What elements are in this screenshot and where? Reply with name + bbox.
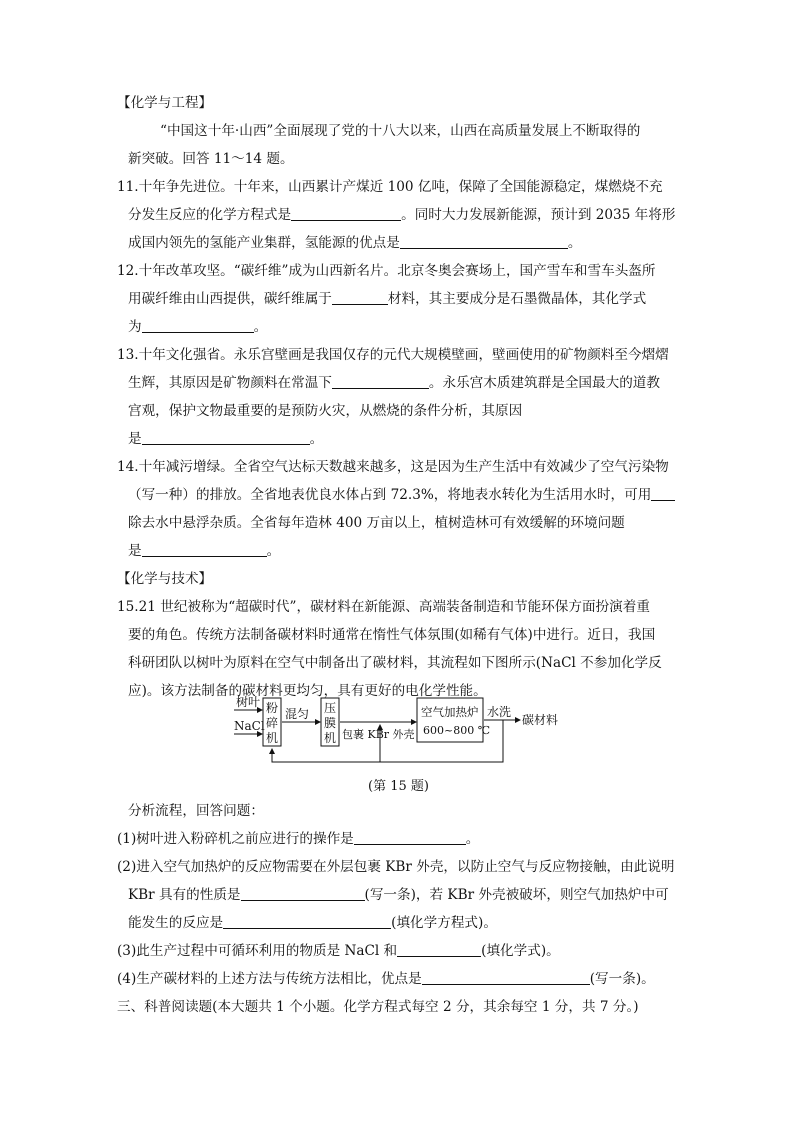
press-char-2: 膜 [324, 716, 337, 730]
q15-part-2-line-1: (2)进入空气加热炉的反应物需要在外层包裹 KBr 外壳，以防止空气与反应物接触，由此说明 [117, 859, 675, 875]
q13-line-2: 生辉，其原因是矿物颜料在常温下 。永乐宫木质建筑群是全国最大的道教 [128, 375, 660, 391]
q15-line-1: 15.21 世纪被称为“超碳时代”，碳材料在新能源、高端装备制造和节能环保方面扮演着重 [117, 599, 650, 615]
q14-line-1: 14.十年减污增绿。全省空气达标天数越来越多，这是因为生产生活中有效减少了空气污染物 [117, 459, 669, 475]
q11-line-1: 11.十年争先进位。十年来，山西累计产煤近 100 亿吨，保障了全国能源稳定，煤燃烧不充 [117, 179, 663, 195]
q13-line-4: 是 。 [128, 431, 324, 447]
section-heading-reading: 三、科普阅读题(本大题共 1 个小题。化学方程式每空 2 分，其余每空 1 分，共 7 分。) [117, 999, 639, 1015]
q15-part-4: (4)生产碳材料的上述方法与传统方法相比，优点是 (写一条)。 [117, 971, 655, 987]
intro-line-1: “中国这十年·山西”全面展现了党的十八大以来，山西在高质量发展上不断取得的 [160, 123, 641, 139]
q15-part-1: (1)树叶进入粉碎机之前应进行的操作是 。 [117, 831, 480, 847]
answer-blank [142, 430, 310, 445]
q15-line-4: 应)。该方法制备的碳材料更均匀，具有更好的电化学性能。 [128, 683, 487, 699]
answer-blank [651, 486, 675, 501]
mix-label: 混匀 [285, 707, 310, 721]
press-char-1: 压 [324, 701, 337, 715]
q13-line-3: 宫观，保护文物最重要的是预防火灾，从燃烧的条件分析，其原因 [128, 403, 523, 419]
answer-blank [291, 206, 401, 221]
q11-line-3: 成国内领先的氢能产业集群，氢能源的优点是 。 [128, 235, 582, 251]
section-heading-engineering: 【化学与工程】 [117, 95, 213, 111]
q14-line-3: 除去水中悬浮杂质。全省每年造林 400 万亩以上，植树造林可有效缓解的环境问题 [128, 515, 625, 531]
q12-line-2: 用碳纤维由山西提供，碳纤维属于 材料，其主要成分是石墨微晶体，其化学式 [128, 291, 647, 307]
process-flow-diagram [228, 690, 568, 772]
answer-blank [223, 914, 391, 929]
answer-blank [400, 234, 568, 249]
input-nacl-label: NaCl [234, 719, 265, 733]
answer-blank [241, 886, 365, 901]
intro-line-2: 新突破。回答 11～14 题。 [128, 151, 294, 167]
q15-analyze: 分析流程，回答问题： [128, 803, 264, 819]
crusher-char-3: 机 [266, 731, 279, 745]
answer-blank [332, 374, 429, 389]
answer-blank [332, 290, 388, 305]
q15-line-3: 科研团队以树叶为原料在空气中制备出了碳材料，其流程如下图所示(NaCl 不参加化学反 [128, 655, 662, 671]
answer-blank [354, 830, 466, 845]
q12-line-1: 12.十年改革攻坚。“碳纤维”成为山西新名片。北京冬奥会赛场上，国产雪车和雪车头盔所 [117, 263, 656, 279]
q14-line-4: 是 。 [128, 543, 281, 559]
q14-line-2: （写一种）的排放。全省地表优良水体占到 72.3%，将地表水转化为生活用水时，可用 [128, 485, 675, 505]
q15-part-3: (3)此生产过程中可循环利用的物质是 NaCl 和 (填化学式)。 [117, 943, 560, 959]
section-heading-technology: 【化学与技术】 [117, 571, 213, 587]
q15-line-2: 要的角色。传统方法制备碳材料时通常在惰性气体氛围(如稀有气体)中进行。近日，我国 [128, 627, 656, 643]
q11-line-2: 分发生反应的化学方程式是 。同时大力发展新能源，预计到 2035 年将形 [128, 207, 676, 223]
product-label: 碳材料 [522, 713, 559, 727]
answer-blank [397, 942, 481, 957]
furnace-temp: 600~800 ℃ [423, 724, 491, 737]
wrap-label: 包裹 KBr 外壳 [342, 728, 415, 741]
answer-blank [142, 318, 254, 333]
answer-blank [422, 970, 590, 985]
furnace-label: 空气加热炉 [421, 705, 479, 719]
answer-blank [142, 542, 267, 557]
q15-part-2-line-2: KBr 具有的性质是 (写一条)，若 KBr 外壳被破坏，则空气加热炉中可 [128, 887, 669, 903]
figure-caption: (第 15 题) [368, 779, 429, 794]
wash-label: 水洗 [487, 705, 512, 719]
crusher-char-1: 粉 [266, 701, 279, 715]
q12-line-3: 为 。 [128, 319, 268, 335]
crusher-char-2: 碎 [266, 716, 279, 730]
q13-line-1: 13.十年文化强省。永乐宫壁画是我国仅存的元代大规模壁画，壁画使用的矿物颜料至今熠熠 [117, 347, 669, 363]
q15-part-2-line-3: 能发生的反应是 (填化学方程式)。 [128, 915, 497, 931]
press-char-3: 机 [324, 731, 337, 745]
input-leaves-label: 树叶 [236, 695, 261, 709]
